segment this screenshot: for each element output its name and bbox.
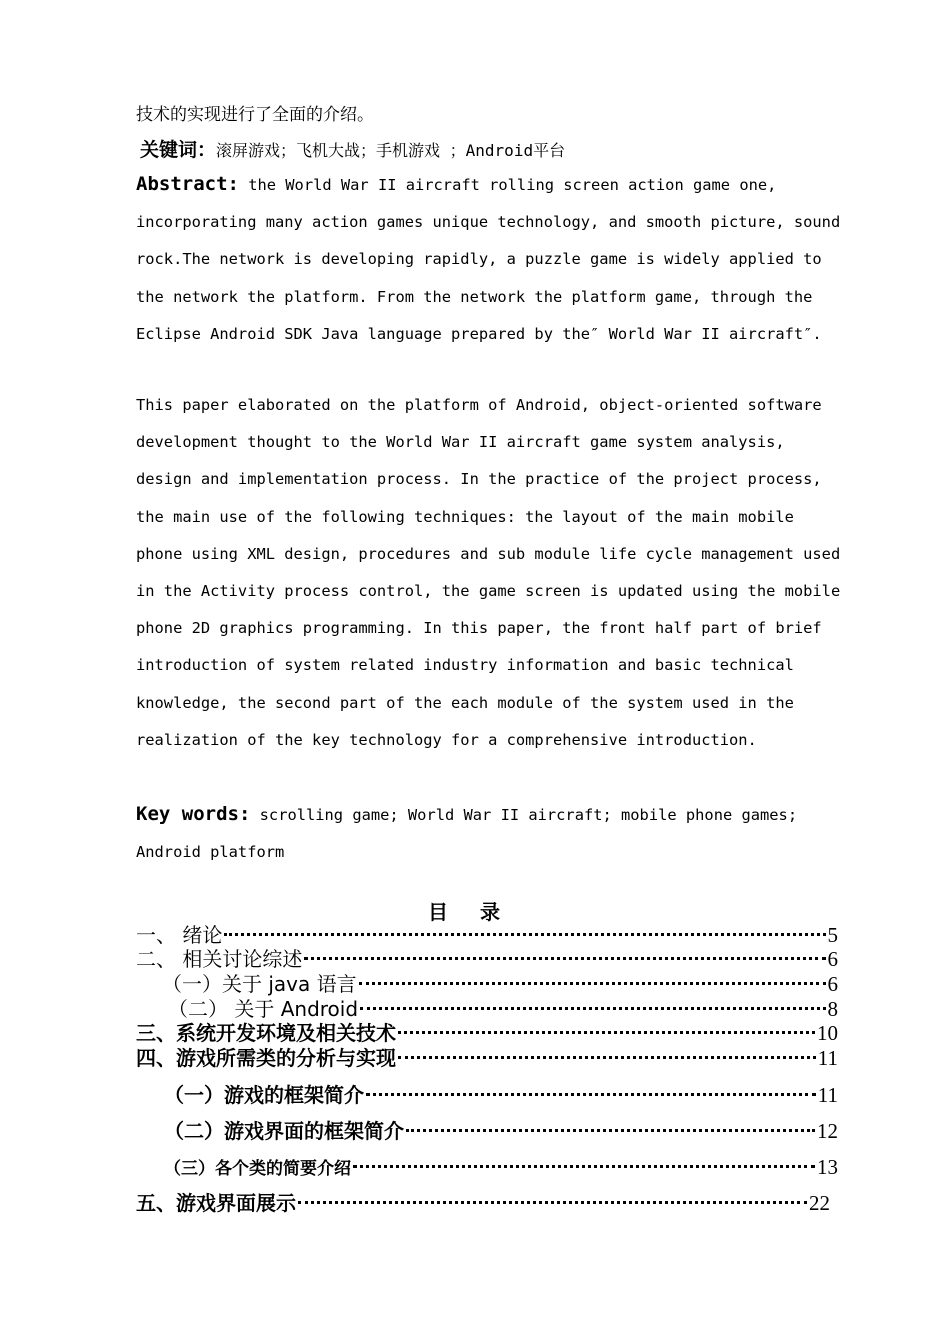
abstract-label: Abstract: bbox=[136, 173, 239, 195]
toc-item[interactable] bbox=[136, 1046, 838, 1070]
toc-leader bbox=[406, 1129, 815, 1132]
toc-item[interactable] bbox=[164, 1083, 838, 1107]
toc-item-label: 三、系统开发环境及相关技术 bbox=[136, 1021, 396, 1045]
keywords-en-text: scrolling game; World War II aircraft; mobile phone games; Android platform bbox=[136, 806, 807, 862]
toc-item-label: （二）游戏界面的框架简介 bbox=[164, 1119, 404, 1143]
toc-title: 目录 bbox=[428, 900, 532, 924]
keywords-cn-text: 滚屏游戏；飞机大战；手机游戏 ；Android平台 bbox=[216, 141, 566, 160]
toc-item[interactable] bbox=[164, 1119, 838, 1143]
toc-item-page: 5 bbox=[827, 923, 838, 947]
toc-item[interactable] bbox=[136, 947, 838, 971]
toc-item-label: 二、 相关讨论综述 bbox=[136, 947, 303, 971]
toc-item-label: （一）游戏的框架简介 bbox=[164, 1083, 364, 1107]
toc-item[interactable] bbox=[164, 1155, 838, 1181]
toc-item-page: 6 bbox=[827, 972, 838, 996]
keywords-cn bbox=[140, 135, 565, 162]
toc-leader bbox=[359, 982, 826, 985]
keywords-en-label: Key words: bbox=[136, 803, 251, 825]
toc-item-label: 五、游戏界面展示 bbox=[136, 1191, 296, 1215]
toc-leader bbox=[353, 1165, 815, 1168]
toc-leader bbox=[298, 1201, 807, 1204]
toc-item[interactable] bbox=[136, 1191, 830, 1215]
toc-leader bbox=[398, 1031, 815, 1034]
toc-item[interactable] bbox=[162, 972, 838, 996]
toc-item-label: 四、游戏所需类的分析与实现 bbox=[136, 1046, 396, 1070]
abstract-text: the World War II aircraft rolling screen action game one, incorporating many action games unique technology, and smooth picture, sound rock.The network is developing rapidly, a puzzle game is widely applied to the network the platform. From the network the platform game, through the Eclipse Android SDK Java language prepared by the″ World War II aircraft″. bbox=[136, 176, 850, 343]
toc-item-label: （二） 关于 Android bbox=[168, 997, 359, 1021]
toc-item-page: 22 bbox=[809, 1191, 830, 1215]
toc-leader bbox=[360, 1007, 825, 1010]
toc-item[interactable] bbox=[136, 1021, 838, 1045]
toc-leader bbox=[366, 1093, 816, 1096]
toc-leader bbox=[304, 957, 825, 960]
toc-item-page: 6 bbox=[827, 947, 838, 971]
toc-item[interactable] bbox=[168, 997, 838, 1021]
toc-item-page: 8 bbox=[827, 997, 838, 1021]
toc-leader bbox=[224, 933, 825, 936]
keywords-en bbox=[136, 796, 846, 871]
toc-item-page: 11 bbox=[817, 1083, 838, 1107]
toc-item[interactable] bbox=[136, 923, 838, 947]
toc-item-label: 一、 绪论 bbox=[136, 923, 223, 947]
toc-item-label: （三）各个类的简要介绍 bbox=[164, 1159, 351, 1179]
keywords-cn-label: 关键词： bbox=[140, 139, 217, 161]
toc-item-page: 12 bbox=[817, 1119, 838, 1143]
toc-item-page: 11 bbox=[817, 1046, 838, 1070]
abstract-paragraph-2: This paper elaborated on the platform of Android, object-oriented software development thought to the World War II aircraft game system analysis, design and implementation process. In the practice of the project process, the main use of the following techniques: the layout of the main mobile phone using XML design, procedures and sub module life cycle management used in the Activity process control, the game screen is updated using the mobile phone 2D graphics programming. In this paper, the front half part of brief introduction of system related industry information and basic technical knowledge, the second part of the each module of the system used in the realization of the key technology for a comprehensive introduction. bbox=[136, 396, 850, 749]
intro-tail-text: 技术的实现进行了全面的介绍。 bbox=[136, 105, 374, 125]
toc-item-page: 13 bbox=[817, 1155, 838, 1179]
toc-item-page: 10 bbox=[817, 1021, 838, 1045]
toc-item-label: （一）关于 java 语言 bbox=[162, 972, 357, 996]
abstract-paragraph bbox=[136, 166, 850, 353]
toc-leader bbox=[398, 1056, 816, 1059]
